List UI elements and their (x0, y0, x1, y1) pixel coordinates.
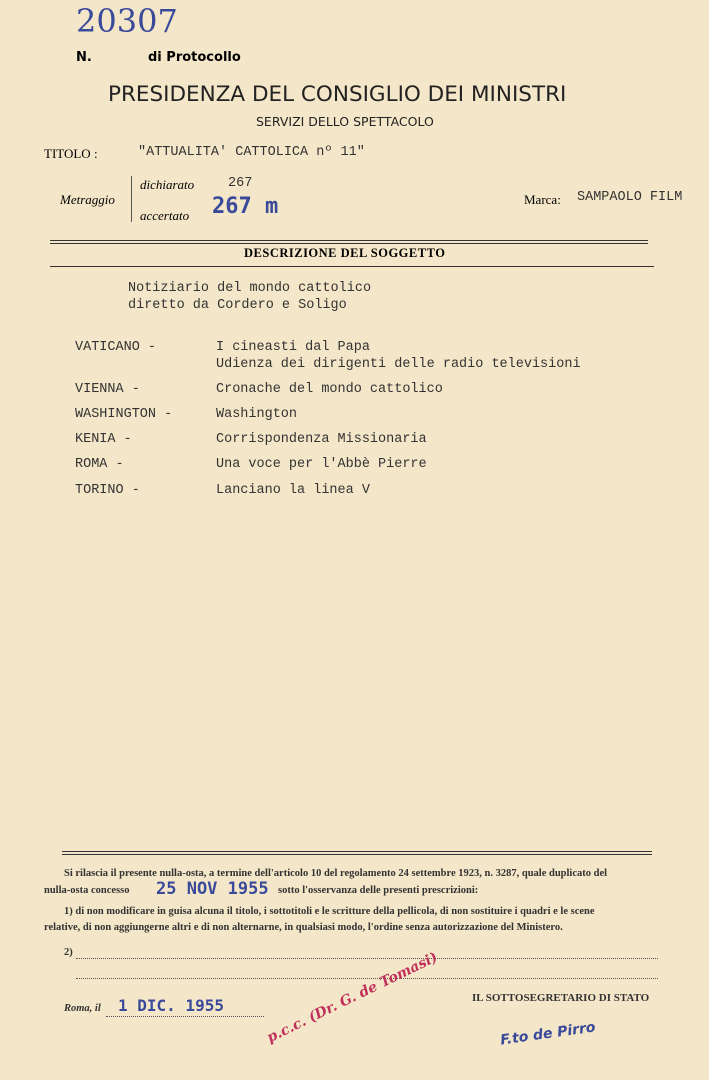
item-place: VATICANO - (75, 340, 157, 355)
item-text: Una voce per l'Abbè Pierre (216, 457, 427, 472)
item-text: Cronache del mondo cattolico (216, 382, 443, 397)
section-title: DESCRIZIONE DEL SOGGETTO (244, 246, 446, 260)
item-text: Washington (216, 407, 298, 422)
divider (50, 243, 648, 244)
divider (50, 266, 654, 267)
titolo-value: "ATTUALITA' CATTOLICA nº 11" (138, 145, 365, 160)
footer-text: 1) di non modificare in guisa alcuna il titolo, i sottotitoli e le scritture della pellicola, di non sostituire i quadri e le scene (64, 906, 595, 917)
item-text: Lanciano la linea V (216, 483, 370, 498)
titolo-label: TITOLO : (44, 146, 98, 161)
metraggio-brace (131, 176, 132, 222)
item-place: WASHINGTON - (75, 407, 173, 422)
dichiarato-label: dichiarato (140, 177, 195, 192)
item-text: I cineasti dal Papa (216, 340, 370, 355)
accertato-label: accertato (140, 208, 190, 223)
blank-line (76, 978, 658, 979)
footer-text: sotto l'osservanza delle presenti prescrizioni: (278, 885, 479, 896)
signer-stamp: F.to de Pirro (499, 1019, 597, 1049)
footer-text: Si rilascia il presente nulla-osta, a termine dell'articolo 10 del regolamento 24 settembre 1923, n. 3287, quale duplicato del (64, 868, 608, 879)
divider (62, 851, 652, 852)
footer-text: relative, di non aggiungerne altri e di non alternarne, in qualsiasi modo, l'ordine senza autorizzazione del Ministero. (44, 922, 563, 933)
page-subtitle: SERVIZI DELLO SPETTACOLO (256, 114, 434, 129)
blank-line (76, 958, 658, 959)
roma-label: Roma, il (64, 1003, 101, 1014)
item-text: Corrispondenza Missionaria (216, 432, 427, 447)
item-text: Udienza dei dirigenti delle radio televisioni (216, 357, 581, 372)
accertato-stamp: 267 m (212, 194, 279, 219)
item-place: TORINO - (75, 483, 140, 498)
marca-label: Marca: (524, 192, 561, 207)
signer-title: IL SOTTOSEGRETARIO DI STATO (472, 992, 650, 1004)
protocol-number-stamp: 20307 (76, 2, 178, 40)
divider (62, 854, 652, 855)
protocol-label: di Protocollo (148, 50, 241, 65)
divider (50, 240, 648, 241)
metraggio-label: Metraggio (60, 192, 115, 207)
roma-date-stamp: 1 DIC. 1955 (118, 996, 224, 1015)
intro-line: Notiziario del mondo cattolico (128, 281, 372, 296)
item-place: ROMA - (75, 457, 124, 472)
signature-stamp: p.c.c. (Dr. G. de Tomasi) (264, 949, 441, 1047)
blank-line (106, 1016, 264, 1017)
marca-value: SAMPAOLO FILM (577, 190, 683, 205)
date-stamp: 25 NOV 1955 (156, 879, 269, 899)
protocol-n-label: N. (76, 50, 92, 65)
intro-line: diretto da Cordero e Soligo (128, 298, 347, 313)
item-place: VIENNA - (75, 382, 140, 397)
page-title: PRESIDENZA DEL CONSIGLIO DEI MINISTRI (108, 82, 567, 107)
dichiarato-value: 267 (228, 176, 253, 191)
footer-item-2: 2) (64, 947, 73, 958)
footer-text: nulla-osta concesso (44, 885, 130, 896)
item-place: KENIA - (75, 432, 132, 447)
